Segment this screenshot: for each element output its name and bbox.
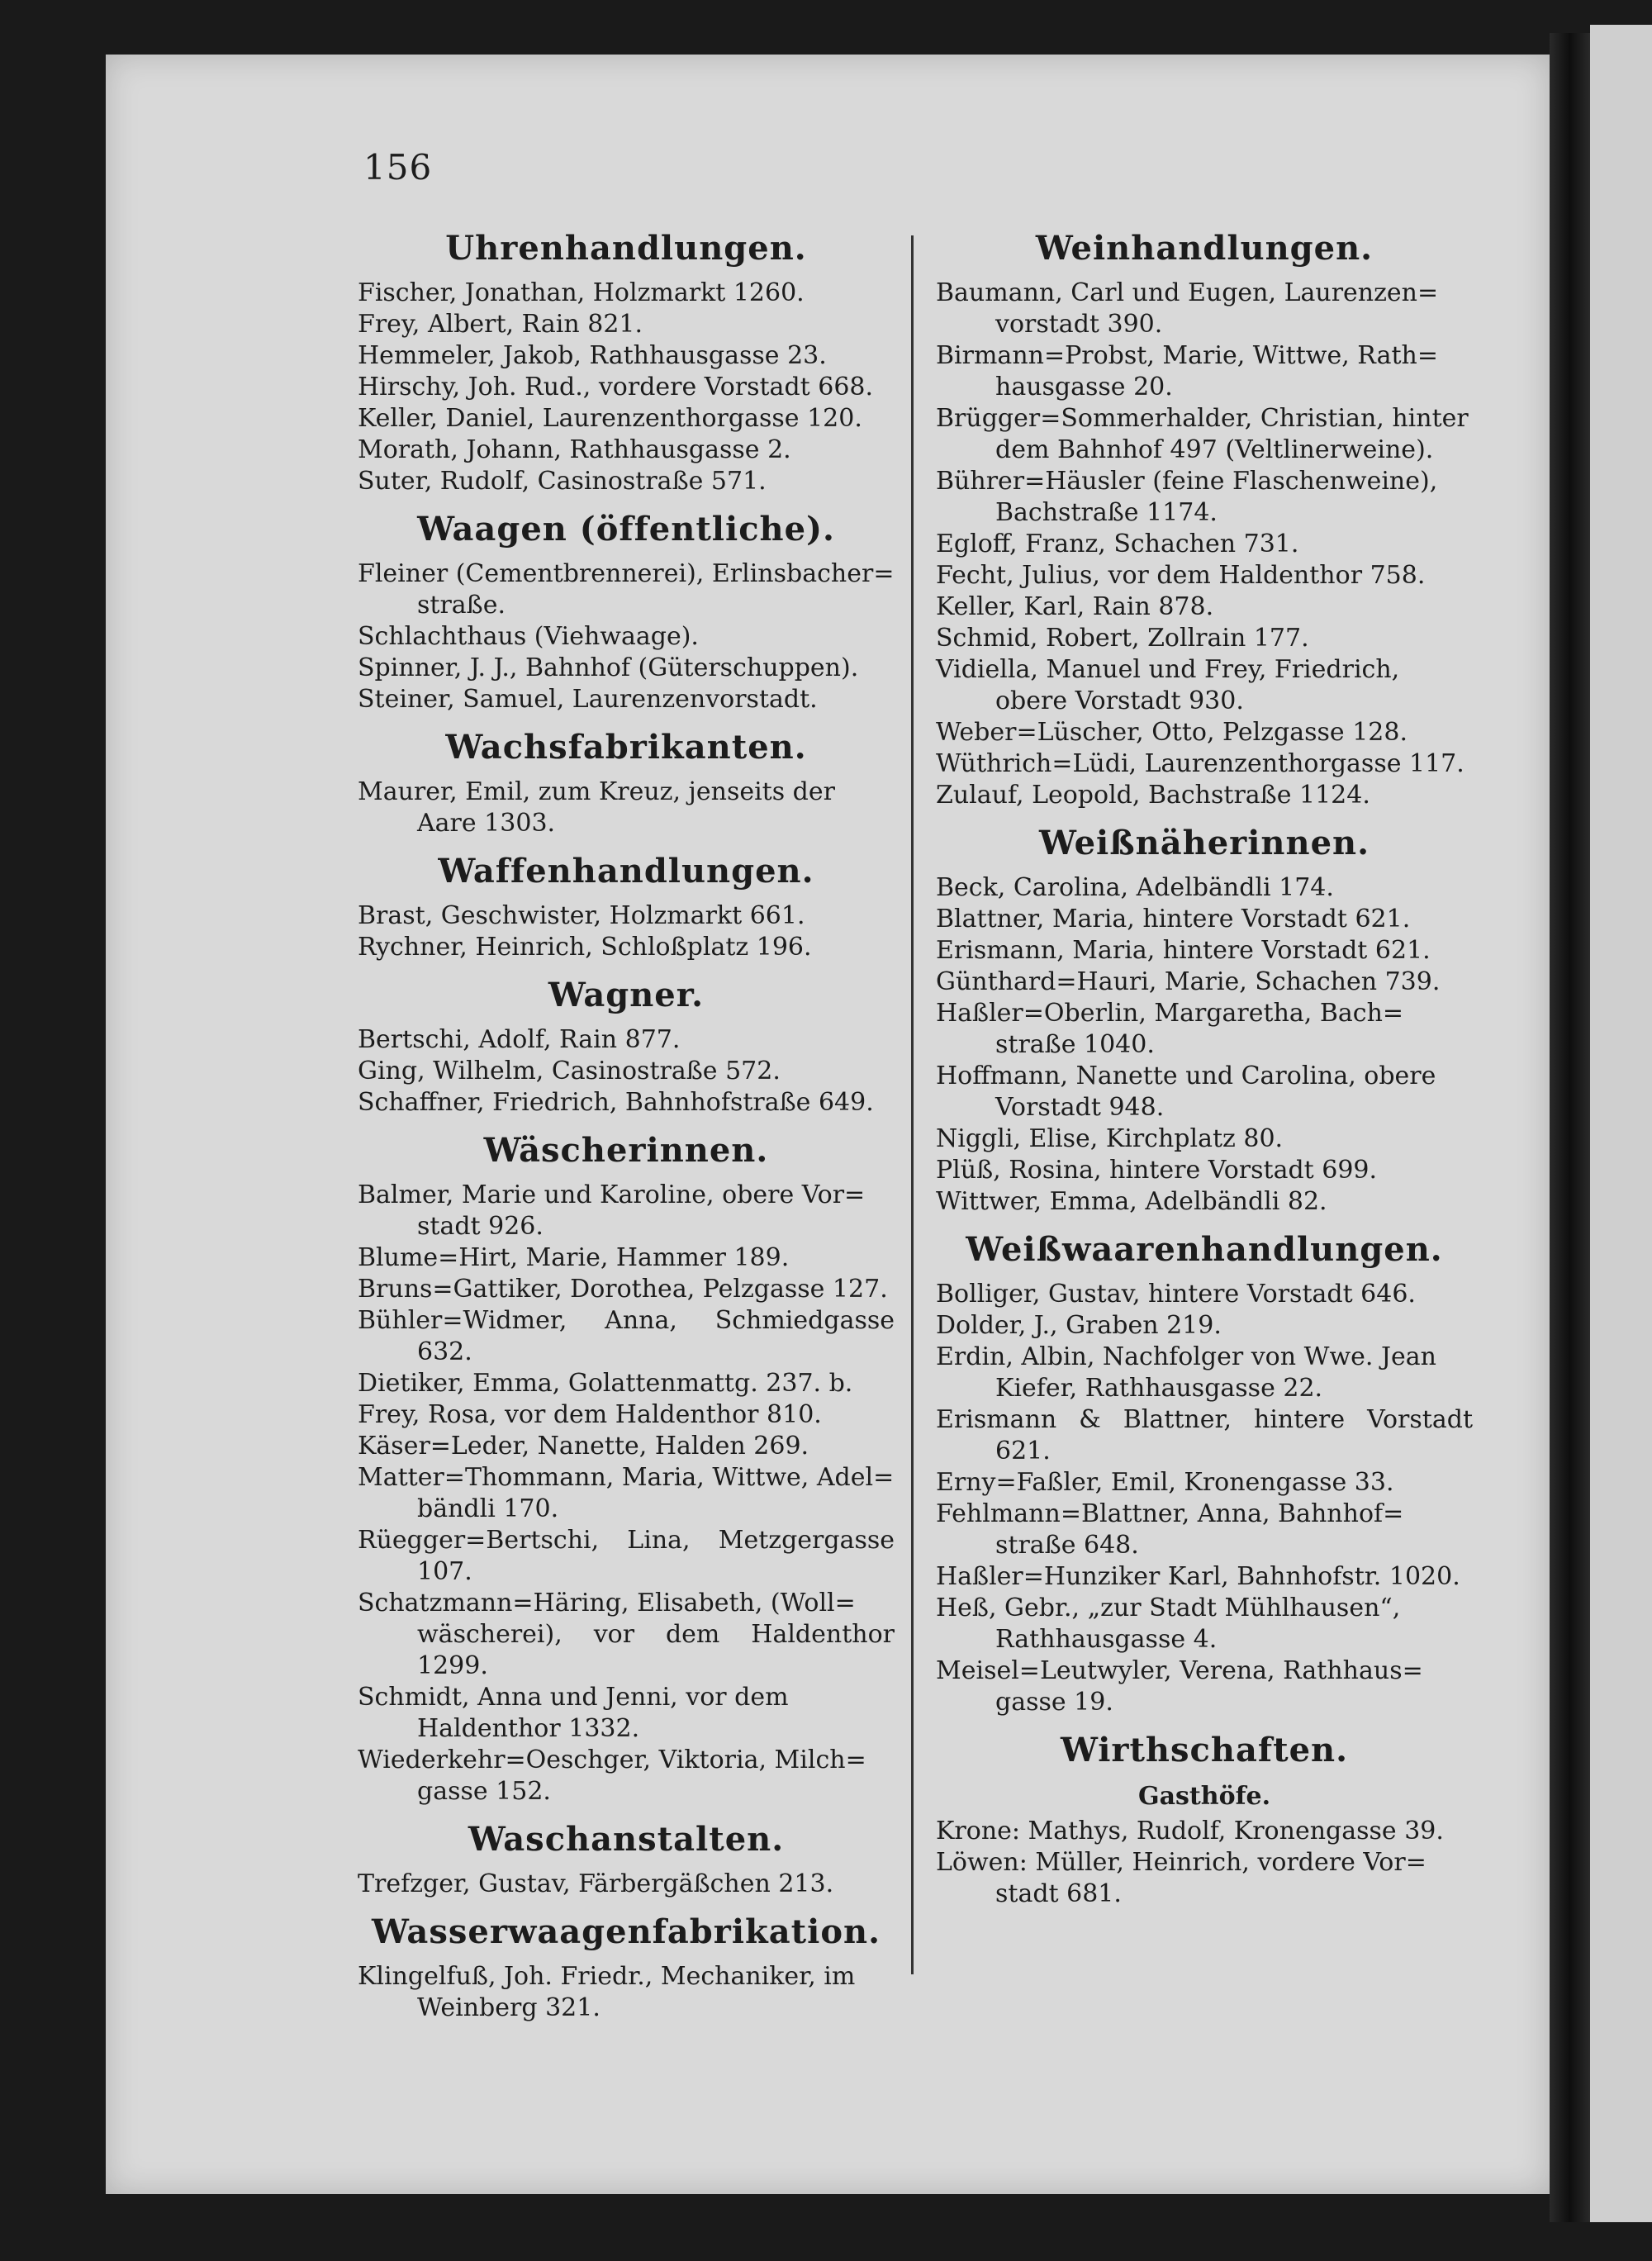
directory-entry: Fehlmann=Blattner, Anna, Bahnhof= straße 648. (936, 1499, 1404, 1560)
directory-section (358, 849, 895, 963)
directory-entry: Baumann, Carl und Eugen, Laurenzen= vorstadt 390. (936, 278, 1439, 339)
section-heading: Waschanstalten. (468, 1820, 785, 1859)
directory-entry: Fischer, Jonathan, Holzmarkt 1260. (358, 278, 805, 307)
section-heading: Waagen (öffentliche). (417, 510, 835, 549)
column-divider (911, 235, 914, 1974)
directory-section (358, 507, 895, 715)
directory-entry: Trefzger, Gustav, Färbergäßchen 213. (358, 1869, 834, 1898)
section-heading: Weinhandlungen. (1035, 229, 1374, 268)
directory-section (358, 973, 895, 1119)
directory-entry: Meisel=Leutwyler, Verena, Rathhaus= gasse 19. (936, 1656, 1423, 1717)
directory-entry: Frey, Albert, Rain 821. (358, 310, 643, 339)
directory-entry: Maurer, Emil, zum Kreuz, jenseits der Aare 1303. (358, 777, 835, 838)
directory-entry: Bührer=Häusler (feine Flaschenweine), Bachstraße 1174. (936, 467, 1438, 527)
left-column (358, 216, 895, 2029)
directory-entry: Matter=Thommann, Maria, Wittwe, Adel= bändli 170. (358, 1463, 895, 1523)
directory-entry: Ging, Wilhelm, Casinostraße 572. (358, 1057, 781, 1085)
directory-entry: Erny=Faßler, Emil, Kronengasse 33. (936, 1468, 1394, 1497)
directory-entry: Keller, Daniel, Laurenzenthorgasse 120. (358, 404, 862, 433)
directory-entry: Morath, Johann, Rathhausgasse 2. (358, 435, 791, 464)
directory-entry: Schaffner, Friedrich, Bahnhofstraße 649. (358, 1088, 874, 1117)
directory-entry: Haßler=Oberlin, Margaretha, Bach= straße 1040. (936, 999, 1404, 1059)
directory-entry: Brügger=Sommerhalder, Christian, hinter dem Bahnhof 497 (Veltlinerweine). (936, 404, 1469, 464)
directory-section (358, 1128, 895, 1807)
directory-entry: Schmid, Robert, Zollrain 177. (936, 624, 1309, 653)
right-column (936, 216, 1473, 1915)
directory-entry: Rüegger=Bertschi, Lina, Metzgergasse 107. (358, 1526, 895, 1586)
directory-entry: Hemmeler, Jakob, Rathhausgasse 23. (358, 341, 827, 370)
directory-entry: Balmer, Marie und Karoline, obere Vor= stadt 926. (358, 1180, 866, 1241)
directory-entry: Weber=Lüscher, Otto, Pelzgasse 128. (936, 718, 1408, 747)
directory-entry: Egloff, Franz, Schachen 731. (936, 530, 1299, 558)
section-heading: Wäscherinnen. (483, 1131, 769, 1170)
section-heading: Wirthschaften. (1060, 1731, 1349, 1769)
section-heading: Weißwaarenhandlungen. (966, 1230, 1443, 1269)
directory-entry: Blume=Hirt, Marie, Hammer 189. (358, 1243, 790, 1272)
directory-entry: Bertschi, Adolf, Rain 877. (358, 1025, 681, 1054)
directory-section (358, 1910, 895, 2024)
directory-entry: Wittwer, Emma, Adelbändli 82. (936, 1187, 1327, 1216)
section-heading: Wachsfabrikanten. (445, 728, 807, 767)
directory-entry: Schlachthaus (Viehwaage). (358, 622, 699, 651)
directory-entry: Erismann & Blattner, hintere Vorstadt 621. (936, 1405, 1473, 1465)
directory-entry: Birmann=Probst, Marie, Wittwe, Rath= hausgasse 20. (936, 341, 1438, 401)
directory-entry: Haßler=Hunziker Karl, Bahnhofstr. 1020. (936, 1562, 1460, 1591)
directory-section (936, 1728, 1473, 1910)
directory-entry: Spinner, J. J., Bahnhof (Güterschuppen). (358, 653, 859, 682)
directory-entry: Erdin, Albin, Nachfolger von Wwe. Jean Kiefer, Rathhausgasse 22. (936, 1342, 1436, 1403)
directory-entry: Wüthrich=Lüdi, Laurenzenthorgasse 117. (936, 749, 1464, 778)
directory-section (358, 226, 895, 497)
directory-entry: Schmidt, Anna und Jenni, vor dem Haldenthor 1332. (358, 1683, 789, 1743)
directory-entry: Rychner, Heinrich, Schloßplatz 196. (358, 933, 812, 962)
next-page-edge (1590, 25, 1652, 2222)
directory-entry: Bolliger, Gustav, hintere Vorstadt 646. (936, 1280, 1416, 1309)
directory-entry: Frey, Rosa, vor dem Haldenthor 810. (358, 1400, 822, 1429)
directory-entry: Plüß, Rosina, hintere Vorstadt 699. (936, 1156, 1378, 1185)
directory-entry: Günthard=Hauri, Marie, Schachen 739. (936, 967, 1441, 996)
directory-entry: Zulauf, Leopold, Bachstraße 1124. (936, 781, 1370, 810)
directory-section (936, 1228, 1473, 1718)
directory-section (936, 226, 1473, 811)
directory-entry: Wiederkehr=Oeschger, Viktoria, Milch= gasse 152. (358, 1746, 866, 1806)
directory-entry: Brast, Geschwister, Holzmarkt 661. (358, 901, 805, 930)
section-subheading: Gasthöfe. (1137, 1782, 1271, 1811)
book-gutter (1550, 33, 1590, 2222)
directory-entry: Dolder, J., Graben 219. (936, 1311, 1222, 1340)
directory-entry: Käser=Leder, Nanette, Halden 269. (358, 1432, 809, 1461)
directory-entry: Blattner, Maria, hintere Vorstadt 621. (936, 905, 1411, 933)
directory-entry: Suter, Rudolf, Casinostraße 571. (358, 467, 767, 496)
directory-entry: Hirschy, Joh. Rud., vordere Vorstadt 668. (358, 373, 874, 401)
section-heading: Wagner. (548, 976, 705, 1014)
page-number: 156 (363, 147, 433, 188)
directory-entry: Bruns=Gattiker, Dorothea, Pelzgasse 127. (358, 1275, 888, 1304)
directory-entry: Keller, Karl, Rain 878. (936, 592, 1214, 621)
directory-entry: Löwen: Müller, Heinrich, vordere Vor= stadt 681. (936, 1848, 1427, 1908)
section-heading: Wasserwaagenfabrikation. (371, 1912, 881, 1951)
section-heading: Waffenhandlungen. (438, 852, 814, 891)
directory-entry: Beck, Carolina, Adelbändli 174. (936, 873, 1334, 902)
directory-entry: Krone: Mathys, Rudolf, Kronengasse 39. (936, 1817, 1444, 1845)
directory-entry: Dietiker, Emma, Golattenmattg. 237. b. (358, 1369, 853, 1398)
directory-entry: Fecht, Julius, vor dem Haldenthor 758. (936, 561, 1426, 590)
directory-entry: Fleiner (Cementbrennerei), Erlinsbacher= straße. (358, 559, 895, 620)
directory-entry: Heß, Gebr., „zur Stadt Mühlhausen“, Rathhausgasse 4. (936, 1594, 1401, 1654)
section-heading: Uhrenhandlungen. (445, 229, 807, 268)
directory-section (936, 821, 1473, 1218)
directory-entry: Niggli, Elise, Kirchplatz 80. (936, 1124, 1284, 1153)
directory-entry: Bühler=Widmer, Anna, Schmiedgasse 632. (358, 1306, 895, 1366)
directory-entry: Schatzmann=Häring, Elisabeth, (Woll= wäscherei), vor dem Haldenthor 1299. (358, 1589, 895, 1680)
directory-section (358, 1817, 895, 1900)
directory-entry: Klingelfuß, Joh. Friedr., Mechaniker, im Weinberg 321. (358, 1962, 856, 2022)
directory-entry: Erismann, Maria, hintere Vorstadt 621. (936, 936, 1431, 965)
section-heading: Weißnäherinnen. (1038, 824, 1370, 862)
directory-entry: Vidiella, Manuel und Frey, Friedrich, obere Vorstadt 930. (936, 655, 1400, 715)
directory-section (358, 725, 895, 839)
directory-entry: Steiner, Samuel, Laurenzenvorstadt. (358, 685, 818, 714)
directory-entry: Hoffmann, Nanette und Carolina, obere Vorstadt 948. (936, 1062, 1436, 1122)
